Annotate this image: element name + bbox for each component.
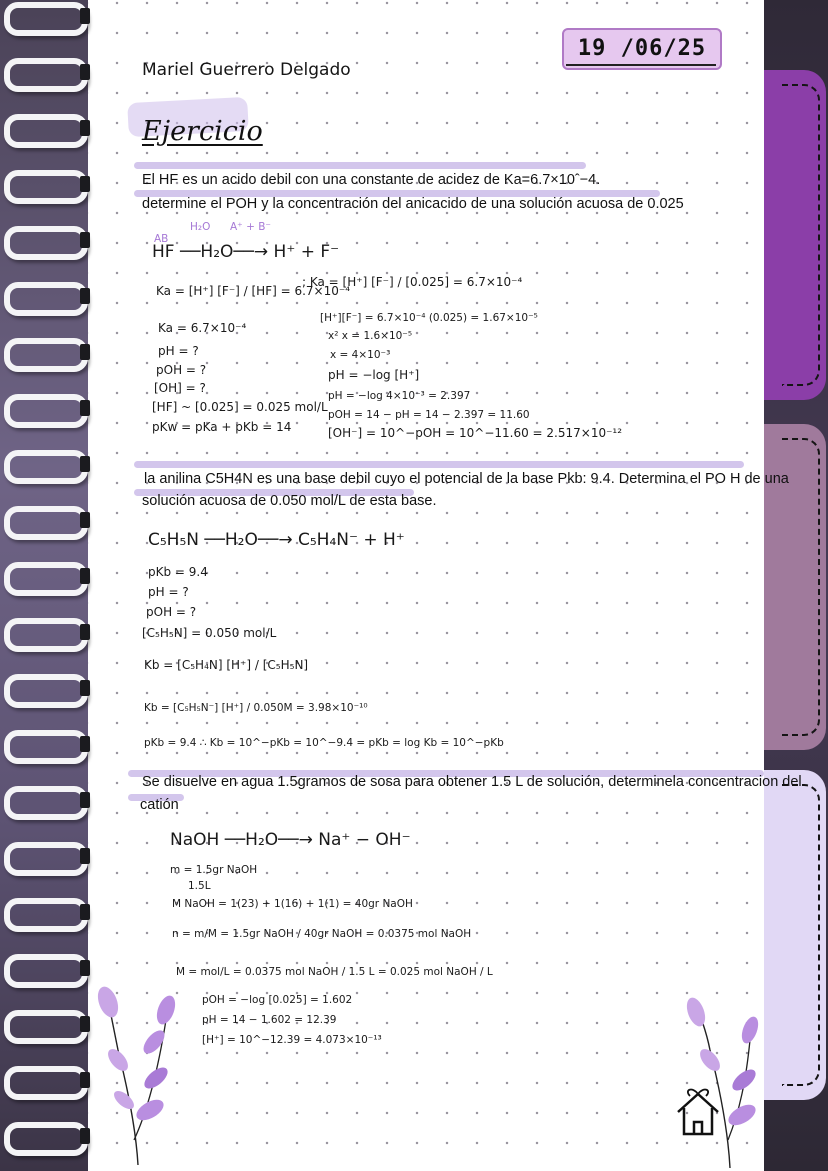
highlight-bar <box>134 162 586 169</box>
date-label: 19 /06/25 <box>562 28 722 70</box>
handwritten-molar-mass: M NaOH = 1(23) + 1(16) + 1(1) = 40gr NaOH <box>172 898 413 910</box>
highlight-bar <box>134 461 744 468</box>
handwritten-kb-final: pKb = 9.4 ∴ Kb = 10^−pKb = 10^−9.4 = pKb = log Kb = 10^−pKb <box>144 737 504 749</box>
exercise3-statement-line1: Se disuelve en agua 1.5gramos de sosa para obtener 1.5 L de solución, determinela concentracion del <box>142 774 802 790</box>
handwritten-note: H₂O <box>190 221 211 233</box>
handwritten-ka-expression: Ka = [H⁺] [F⁻] / [HF] = 6.7×10⁻⁴ <box>156 284 351 298</box>
exercise1-statement-line2: determine el POH y la concentración del anicacido de una solución acuosa de 0.025 <box>142 196 684 212</box>
handwritten-moles: n = m/M = 1.5gr NaOH / 40gr NaOH = 0.0375 mol NaOH <box>172 928 472 940</box>
handwritten-molarity: M = mol/L = 0.0375 mol NaOH / 1.5 L = 0.025 mol NaOH / L <box>176 966 493 978</box>
handwritten-reaction: HF ──H₂O──→ H⁺ + F⁻ <box>152 242 340 262</box>
handwritten-reaction: NaOH ──H₂O──→ Na⁺ − OH⁻ <box>170 830 411 850</box>
handwritten-note: m = 1.5gr NaOH <box>170 864 258 876</box>
handwritten-calc: pH = −log [H⁺] <box>328 368 420 382</box>
author-name: Mariel Guerrero Delgado <box>142 60 351 80</box>
handwritten-calc: pOH = 14 − pH = 14 − 2.397 = 11.60 <box>328 409 530 421</box>
handwritten-note: pH = ? <box>148 585 189 599</box>
handwritten-kb-expression: Kb = [C₅H₄N] [H⁺] / [C₅H₅N] <box>144 658 309 672</box>
handwritten-note: A⁺ + B⁻ <box>230 221 271 233</box>
exercise1-statement-line1: El HF es un acido debil con una constante de acidez de Ka=6.7×10ˆ−4. <box>142 172 601 188</box>
home-icon[interactable] <box>674 1084 722 1138</box>
handwritten-calc: x² x = 1.6×10⁻⁵ <box>328 330 413 342</box>
handwritten-note: pH = ? <box>158 344 199 358</box>
handwritten-note: AB <box>154 233 169 245</box>
handwritten-kb-substitution: Kb = [C₅H₅N⁻] [H⁺] / 0.050M = 3.98×10⁻¹⁰ <box>144 702 368 714</box>
handwritten-note: [HF] ~ [0.025] = 0.025 mol/L <box>152 400 328 414</box>
exercise3-statement-line2: catión <box>140 797 179 813</box>
handwritten-calc: x = 4×10⁻³ <box>330 349 391 361</box>
handwritten-reaction: C₅H₅N ──H₂O──→ C₅H₄N⁻ + H⁺ <box>148 530 405 550</box>
handwritten-note: pKw = pKa + pKb = 14 <box>152 420 292 434</box>
flower-decoration-icon <box>670 990 762 1170</box>
exercise2-statement-line2: solución acuosa de 0.050 mol/L de esta base. <box>142 493 437 509</box>
handwritten-ph: pH = 14 − 1.602 = 12.39 <box>202 1014 337 1026</box>
page-title: Ejercicio <box>142 116 263 147</box>
notebook-tab-lavender[interactable] <box>764 770 826 1100</box>
handwritten-note: [C₅H₅N] = 0.050 mol/L <box>142 626 277 640</box>
handwritten-h-concentration: [H⁺] = 10^−12.39 = 4.073×10⁻¹³ <box>202 1034 382 1046</box>
handwritten-calc: pH = −log 4×10⁻³ = 2.397 <box>328 390 471 402</box>
date-underline <box>566 64 716 66</box>
handwritten-note: [OH] = ? <box>154 381 206 395</box>
handwritten-note: 1.5L <box>188 880 211 892</box>
exercise2-statement-line1: la anilina C5H4N es una base debil cuyo el potencial de la base Pkb: 9.4. Determina el PO H de una <box>144 471 789 487</box>
handwritten-ka-substitution: ; Ka = [H⁺] [F⁻] / [0.025] = 6.7×10⁻⁴ <box>302 275 523 289</box>
handwritten-calc: [OH⁻] = 10^−pOH = 10^−11.60 = 2.517×10⁻¹² <box>328 426 623 440</box>
handwritten-note: pOH = ? <box>146 605 197 619</box>
handwritten-ka-value: Ka = 6.7×10⁻⁴ <box>158 321 247 335</box>
handwritten-note: pKb = 9.4 <box>148 565 208 579</box>
handwritten-poh: pOH = −log [0.025] = 1.602 <box>202 994 353 1006</box>
notebook-tab-purple[interactable] <box>764 70 826 400</box>
flower-decoration-icon <box>88 980 198 1170</box>
handwritten-calc: [H⁺][F⁻] = 6.7×10⁻⁴ (0.025) = 1.67×10⁻⁵ <box>320 312 538 324</box>
handwritten-note: pOH = ? <box>156 363 207 377</box>
